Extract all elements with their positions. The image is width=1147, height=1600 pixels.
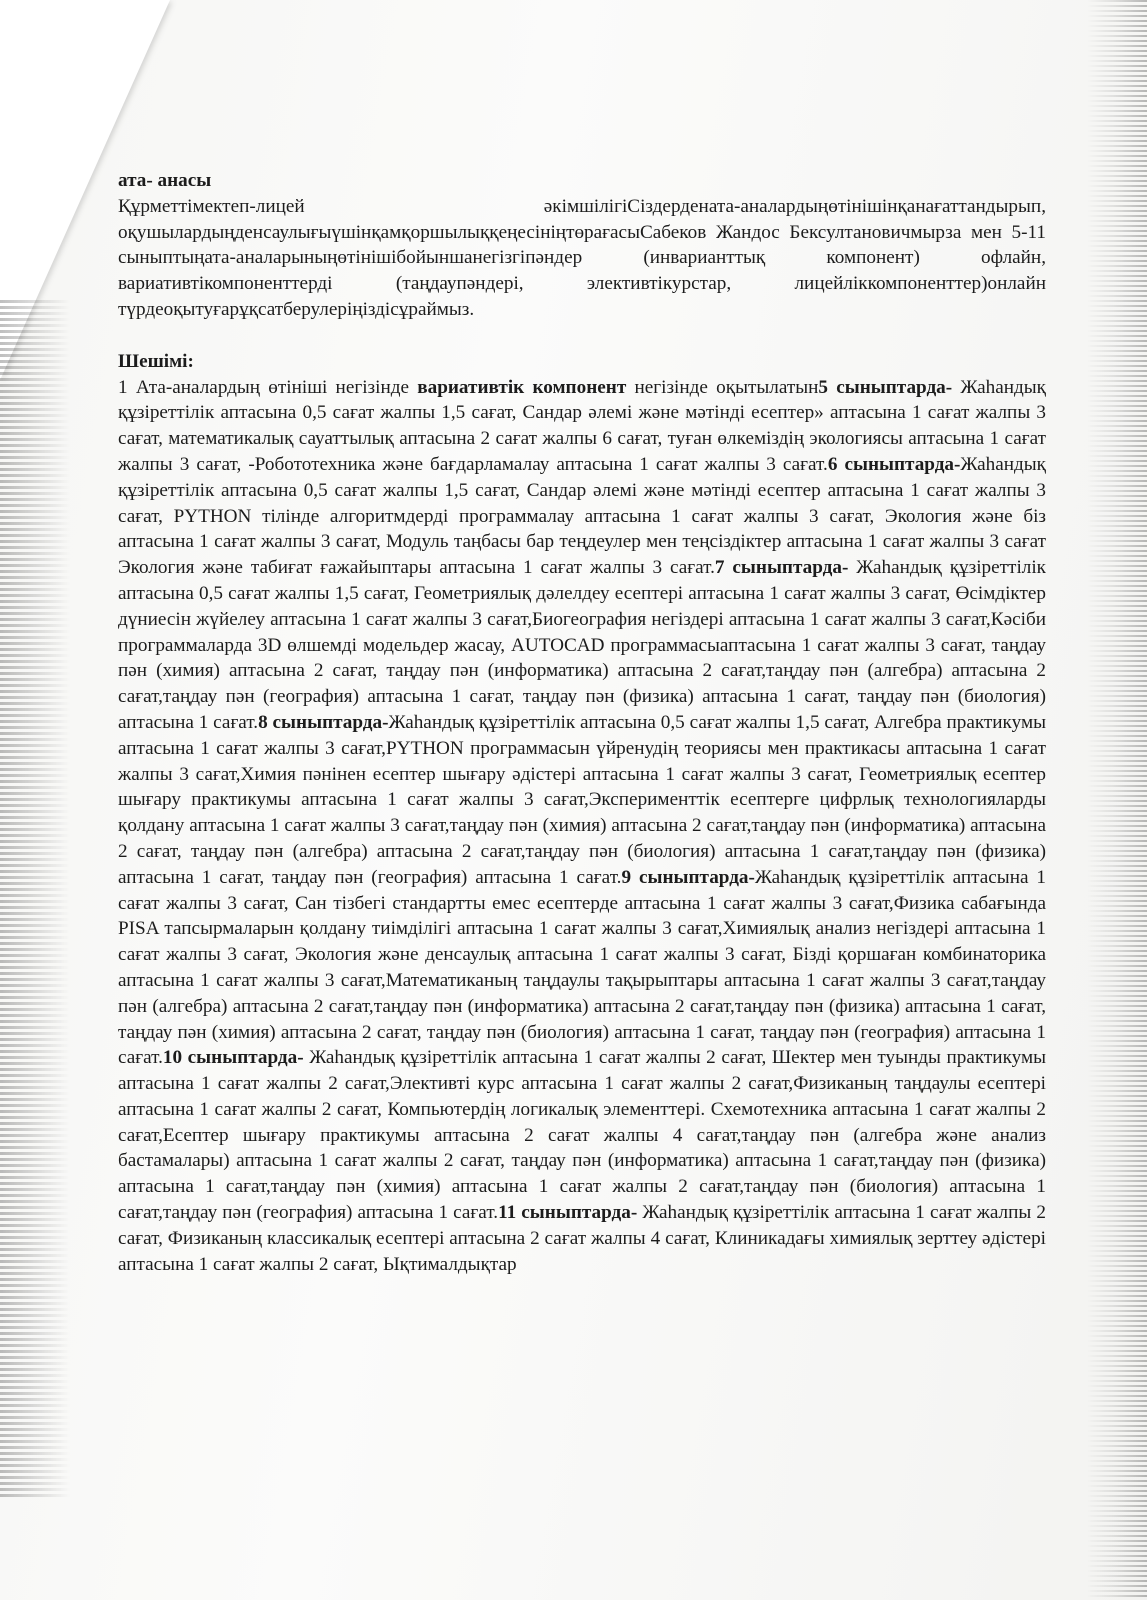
- grade7-label: 7 сыныптарда-: [714, 557, 849, 579]
- decision-text-a: 1 Ата-аналардың өтініші негізінде: [118, 376, 418, 398]
- recipient-line: ата- анасы: [118, 170, 212, 191]
- grade5-label: 5 сыныптарда-: [818, 376, 953, 398]
- grade6-label: 6 сыныптарда-: [827, 453, 961, 475]
- document-body: [118, 168, 1046, 1277]
- decision-paragraph: [118, 375, 1046, 1278]
- paragraph-gap: [118, 323, 1046, 349]
- grade5-text: Жаһандық құзіреттілік аптасына 0,5 сағат жалпы 1,5 сағат, Сандар әлемі және мәтінді есептер» аптасына 1 сағат жалпы 3 сағат, математикалық сауаттылық аптасына 2 сағат жалпы 6 сағат, туған өлкеміздің экологиясы аптасына 1 сағат жалпы 3 сағат, -Робототехника және бағдарламалау аптасына 1 сағат жалпы 3 сағат.: [118, 376, 1046, 475]
- grade11-text: Жаһандық құзіреттілік аптасына 1 сағат жалпы 2 сағат, Физиканың классикалық есептері аптасына 2 сағат жалпы 4 сағат, Клиникадағы химиялық зерттеу әдістері аптасына 1 сағат жалпы 2 сағат, Ықтималдықтар: [118, 1202, 1046, 1275]
- grade9-text: Жаһандық құзіреттілік аптасына 1 сағат жалпы 3 сағат, Сан тізбегі стандартты емес есептерде аптасына 1 сағат жалпы 3 сағат,Физика сабағында PISA тапсырмаларын қолдану тиімділігі аптасына 1 сағат жалпы 3 сағат,Химиялық анализ негіздері аптасына 1 сағат жалпы 3 сағат, Экология және денсаулық аптасына 1 сағат жалпы 3 сағат, Бізді қоршаған комбинаторика аптасына 1 сағат жалпы 3 сағат,Математиканың таңдаулы тақырыптары аптасына 1 сағат жалпы 3 сағат,таңдау пән (алгебра) аптасына 2 сағат,таңдау пән (информатика) аптасына 2 сағат,таңдау пән (физика) аптасына 1 сағат, таңдау пән (химия) аптасына 2 сағат, таңдау пән (биология) аптасына 1 сағат, таңдау пән (география) аптасына 1 сағат.: [118, 866, 1046, 1069]
- grade10-text: Жаһандық құзіреттілік аптасына 1 сағат жалпы 2 сағат, Шектер мен туынды практикумы аптасына 1 сағат жалпы 2 сағат,Элективті курс аптасына 1 сағат жалпы 2 сағат,Физиканың таңдаулы есептері аптасына 1 сағат жалпы 2 сағат, Компьютердің логикалық элементтері. Схемотехника аптасына 1 сағат жалпы 2 сағат,Есептер шығару практикумы аптасына 2 сағат жалпы 4 сағат,таңдау пән (алгебра және анализ бастамалары) аптасына 1 сағат жалпы 2 сағат, таңдау пән (информатика) аптасына 1 сағат,таңдау пән (физика) аптасына 1 сағат,таңдау пән (химия) аптасына 1 сағат жалпы 2 сағат,таңдау пән (биология) аптасына 1 сағат,таңдау пән (география) аптасына 1 сағат.: [118, 1047, 1046, 1224]
- grade10-label: 10 сыныптарда-: [162, 1047, 304, 1069]
- variative-component-term: вариативтік компонент: [417, 376, 627, 398]
- grade8-label: 8 сыныптарда-: [258, 711, 389, 733]
- grade6-text: Жаһандық құзіреттілік аптасына 0,5 сағат жалпы 1,5 сағат, Сандар әлемі және мәтінді есептер аптасына 1 сағат жалпы 3 сағат, PYTHON тілінде алгоритмдерді программалау аптасына 1 сағат жалпы 3 сағат, Экология және біз аптасына 1 сағат жалпы 3 сағат, Модуль таңбасы бар теңдеулер мен теңсіздіктер аптасына 1 сағат жалпы 3 сағат Экология және табиғат ғажайыптары аптасына 1 сағат жалпы 3 сағат.: [118, 453, 1047, 579]
- grade8-text: Жаһандық құзіреттілік аптасына 0,5 сағат жалпы 1,5 сағат, Алгебра практикумы аптасына 1 сағат жалпы 3 сағат,PYTHON программасын үйренудің теориясы мен практикасы аптасына 1 сағат жалпы 3 сағат,Химия пәнінен есептер шығару әдістері аптасына 1 сағат жалпы 3 сағат, Геометриялық есептер шығару практикумы аптасына 1 сағат жалпы 3 сағат,Эксперименттік есептерге цифрлық технологияларды қолдану аптасына 1 сағат жалпы 3 сағат,таңдау пән (химия) аптасына 2 сағат,таңдау пән (информатика) аптасына 2 сағат, таңдау пән (алгебра) аптасына 2 сағат,таңдау пән (биология) аптасына 1 сағат,таңдау пән (физика) аптасына 1 сағат, таңдау пән (география) аптасына 1 сағат.: [118, 711, 1046, 888]
- decision-heading: Шешімі:: [118, 350, 194, 372]
- grade9-label: 9 сыныптарда-: [621, 866, 755, 888]
- toner-smudge-right: [1087, 0, 1147, 1600]
- grade11-label: 11 сыныптарда-: [498, 1202, 638, 1224]
- grade7-text: Жаһандық құзіреттілік аптасына 0,5 сағат жалпы 1,5 сағат, Геометриялық дәлелдеу есептері аптасына 1 сағат жалпы 3 сағат, Өсімдіктер дүниесін жүйелеу аптасына 1 сағат жалпы 3 сағат,Биогеография негіздері аптасына 1 сағат жалпы 3 сағат,Кәсіби программаларда 3D өлшемді модельдер жасау, AUTOCAD программасыаптасына 1 сағат жалпы 3 сағат, таңдау пән (химия) аптасына 2 сағат, таңдау пән (информатика) аптасына 2 сағат,таңдау пән (алгебра) аптасына 2 сағат,таңдау пән (география) аптасына 1 сағат, таңдау пән (физика) аптасына 1 сағат, таңдау пән (биология) аптасына 1 сағат.: [118, 557, 1046, 733]
- intro-paragraph: Құрметтімектеп-лицей әкімшілігіСіздердената-аналардыңөтінішінқанағаттандырып, оқушылардыңденсаулығыүшінқамқоршылыққеңесініңтөрағасыСабеков Жандос Бексултановичмырза мен 5-11 сыныптыңата-аналарыныңөтінішібойыншанегізгіпәндер (инварианттық компонент) офлайн, вариативтікомпоненттерді (таңдаупәндері, элективтікурстар, лицейліккомпоненттер)онлайн түрдеоқытуғарұқсатберулеріңіздісұраймыз.: [118, 195, 1046, 320]
- decision-text-c: негізінде оқытылатын: [626, 376, 819, 398]
- toner-smudge-left: [0, 300, 70, 1500]
